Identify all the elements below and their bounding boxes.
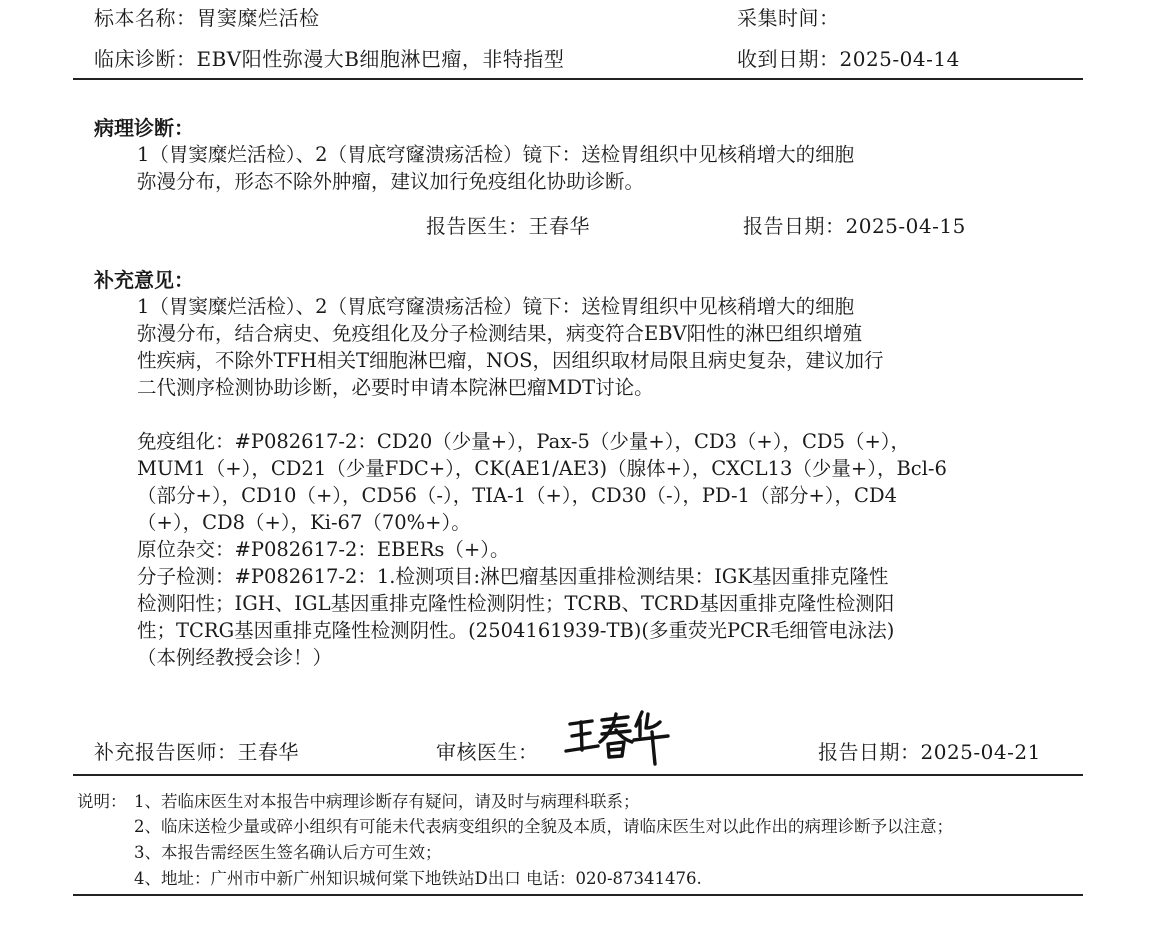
- header-divider: [73, 78, 1083, 80]
- supplement-line: 性疾病，不除外TFH相关T细胞淋巴瘤，NOS，因组织取材局限且病史复杂，建议加行: [137, 349, 884, 372]
- ihc-line: （部分+），CD10（+），CD56（-），TIA-1（+），CD30（-），PD-1（部分+），CD4: [137, 484, 897, 507]
- collect-time: 采集时间：: [737, 6, 840, 30]
- report-doctor: 报告医生：王春华: [426, 214, 590, 238]
- pathology-title: 病理诊断：: [94, 116, 194, 140]
- note-item: 4、地址：广州市中新广州知识城何棠下地铁站D出口 电话：020-87341476.: [134, 869, 702, 888]
- notes-lead: 说明：: [77, 792, 127, 811]
- supplement-title: 补充意见：: [94, 268, 194, 292]
- pathology-line: 弥漫分布，形态不除外肿瘤，建议加行免疫组化协助诊断。: [137, 170, 645, 193]
- received-date: 收到日期：2025-04-14: [737, 47, 960, 71]
- ihc-line: （+），CD8（+），Ki-67（70%+）。: [137, 511, 471, 534]
- reviewer-label: 审核医生：: [436, 740, 539, 764]
- ihc-line: MUM1（+），CD21（少量FDC+），CK(AE1/AE3)（腺体+），CXCL13（少量+），Bcl-6: [137, 457, 947, 480]
- molecular-line: 性；TCRG基因重排克隆性检测阴性。(2504161939-TB)(多重荧光PCR毛细管电泳法): [137, 619, 895, 642]
- note-item: 2、临床送检少量或碎小组织有可能未代表病变组织的全貌及本质，请临床医生对以此作出的病理诊断予以注意；: [134, 817, 953, 836]
- signature-icon: [562, 706, 677, 768]
- specimen-name: 标本名称：胃窦糜烂活检: [94, 6, 320, 30]
- note-item: 3、本报告需经医生签名确认后方可生效；: [134, 843, 442, 862]
- molecular-line: 分子检测：#P082617-2：1.检测项目:淋巴瘤基因重排检测结果：IGK基因重排克隆性: [137, 565, 889, 588]
- footer-divider: [73, 894, 1083, 896]
- clinical-diagnosis: 临床诊断：EBV阳性弥漫大B细胞淋巴瘤，非特指型: [94, 47, 565, 71]
- supplement-line: 1（胃窦糜烂活检）、2（胃底穹窿溃疡活检）镜下：送检胃组织中见核稍增大的细胞: [137, 295, 855, 318]
- supplement-line: 弥漫分布，结合病史、免疫组化及分子检测结果，病变符合EBV阳性的淋巴组织增殖: [137, 322, 863, 345]
- supplement-line: 二代测序检测协助诊断，必要时申请本院淋巴瘤MDT讨论。: [137, 376, 654, 399]
- final-report-date: 报告日期：2025-04-21: [818, 740, 1041, 764]
- supplement-text: [137, 293, 883, 401]
- note-item: 1、若临床医生对本报告中病理诊断存有疑问，请及时与病理科联系；: [134, 792, 640, 811]
- supplement-doctor: 补充报告医师：王春华: [94, 740, 299, 764]
- molecular-line: （本例经教授会诊！）: [137, 646, 333, 669]
- handwritten-signature: [562, 706, 677, 768]
- pathology-text: [137, 141, 854, 195]
- pathology-line: 1（胃窦糜烂活检）、2（胃底穹窿溃疡活检）镜下：送检胃组织中见核稍增大的细胞: [137, 143, 855, 166]
- report-date: 报告日期：2025-04-15: [743, 214, 966, 238]
- ihc-line: 免疫组化：#P082617-2：CD20（少量+），Pax-5（少量+），CD3（+），CD5（+），: [137, 430, 911, 453]
- ihc-block: [137, 428, 947, 671]
- signoff-divider: [73, 774, 1083, 776]
- ish-line: 原位杂交：#P082617-2：EBERs（+）。: [137, 538, 510, 561]
- molecular-line: 检测阳性；IGH、IGL基因重排克隆性检测阴性；TCRB、TCRD基因重排克隆性检测阳: [137, 592, 895, 615]
